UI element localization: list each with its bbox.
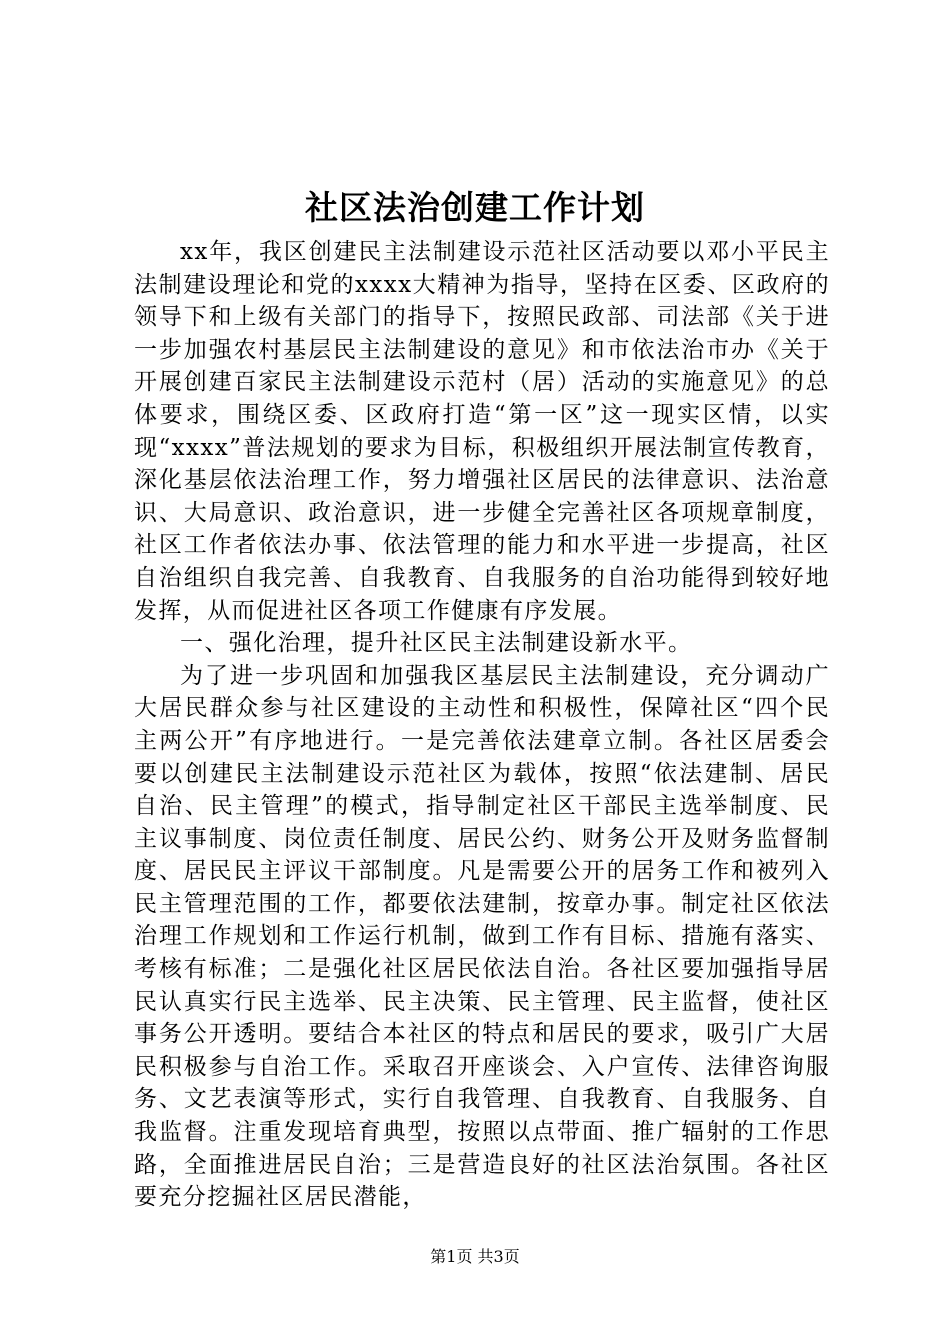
section-heading-1: 一、强化治理，提升社区民主法制建设新水平。 xyxy=(180,630,693,657)
paragraph-intro: xx年，我区创建民主法制建设示范社区活动要以邓小平民主法制建设理论和党的xxxx大精神为指导，坚持在区委、区政府的领导下和上级有关部门的指导下，按照民政部、司法部《关于进一步加强农村基层民主法制建设的意见》和市依法治市办《关于开展创建百家民主法制建设示范村（居）活动的实施意见》的总体要求，围绕区委、区政府打造“第一区”这一现实区情，以实现“xxxx”普法规划的要求为目标，积极组织开展法制宣传教育，深化基层依法治理工作，努力增强社区居民的法律意识、法治意识、大局意识、政治意识，进一步健全完善社区各项规章制度，社区工作者依法办事、依法管理的能力和水平进一步提高，社区自治组织自我完善、自我教育、自我服务的自治功能得到较好地发挥，从而促进社区各项工作健康有序发展。 xyxy=(134,239,830,624)
document-title: 社区法治创建工作计划 xyxy=(305,188,645,227)
page-footer xyxy=(0,1247,950,1267)
paragraph-section-1: 为了进一步巩固和加强我区基层民主法制建设，充分调动广大居民群众参与社区建设的主动性和积极性，保障社区“四个民主两公开”有序地进行。一是完善依法建章立制。各社区居委会要以创建民主法制建设示范社区为载体，按照“依法建制、居民自治、民主管理”的模式，指导制定社区干部民主选举制度、民主议事制度、岗位责任制度、居民公约、财务公开及财务监督制度、居民民主评议干部制度。凡是需要公开的居务工作和被列入民主管理范围的工作，都要依法建制，按章办事。制定社区依法治理工作规划和工作运行机制，做到工作有目标、措施有落实、考核有标准；二是强化社区居民依法自治。各社区要加强指导居民认真实行民主选举、民主决策、民主管理、民主监督，使社区事务公开透明。要结合本社区的特点和居民的要求，吸引广大居民积极参与自治工作。采取召开座谈会、入户宣传、法律咨询服务、文艺表演等形式，实行自我管理、自我教育、自我服务、自我监督。注重发现培育典型，按照以点带面、推广辐射的工作思路，全面推进居民自治；三是营造良好的社区法治氛围。各社区要充分挖掘社区居民潜能， xyxy=(134,662,830,1211)
document-body xyxy=(134,236,830,1214)
page-indicator: 第1页 共3页 xyxy=(430,1247,520,1266)
